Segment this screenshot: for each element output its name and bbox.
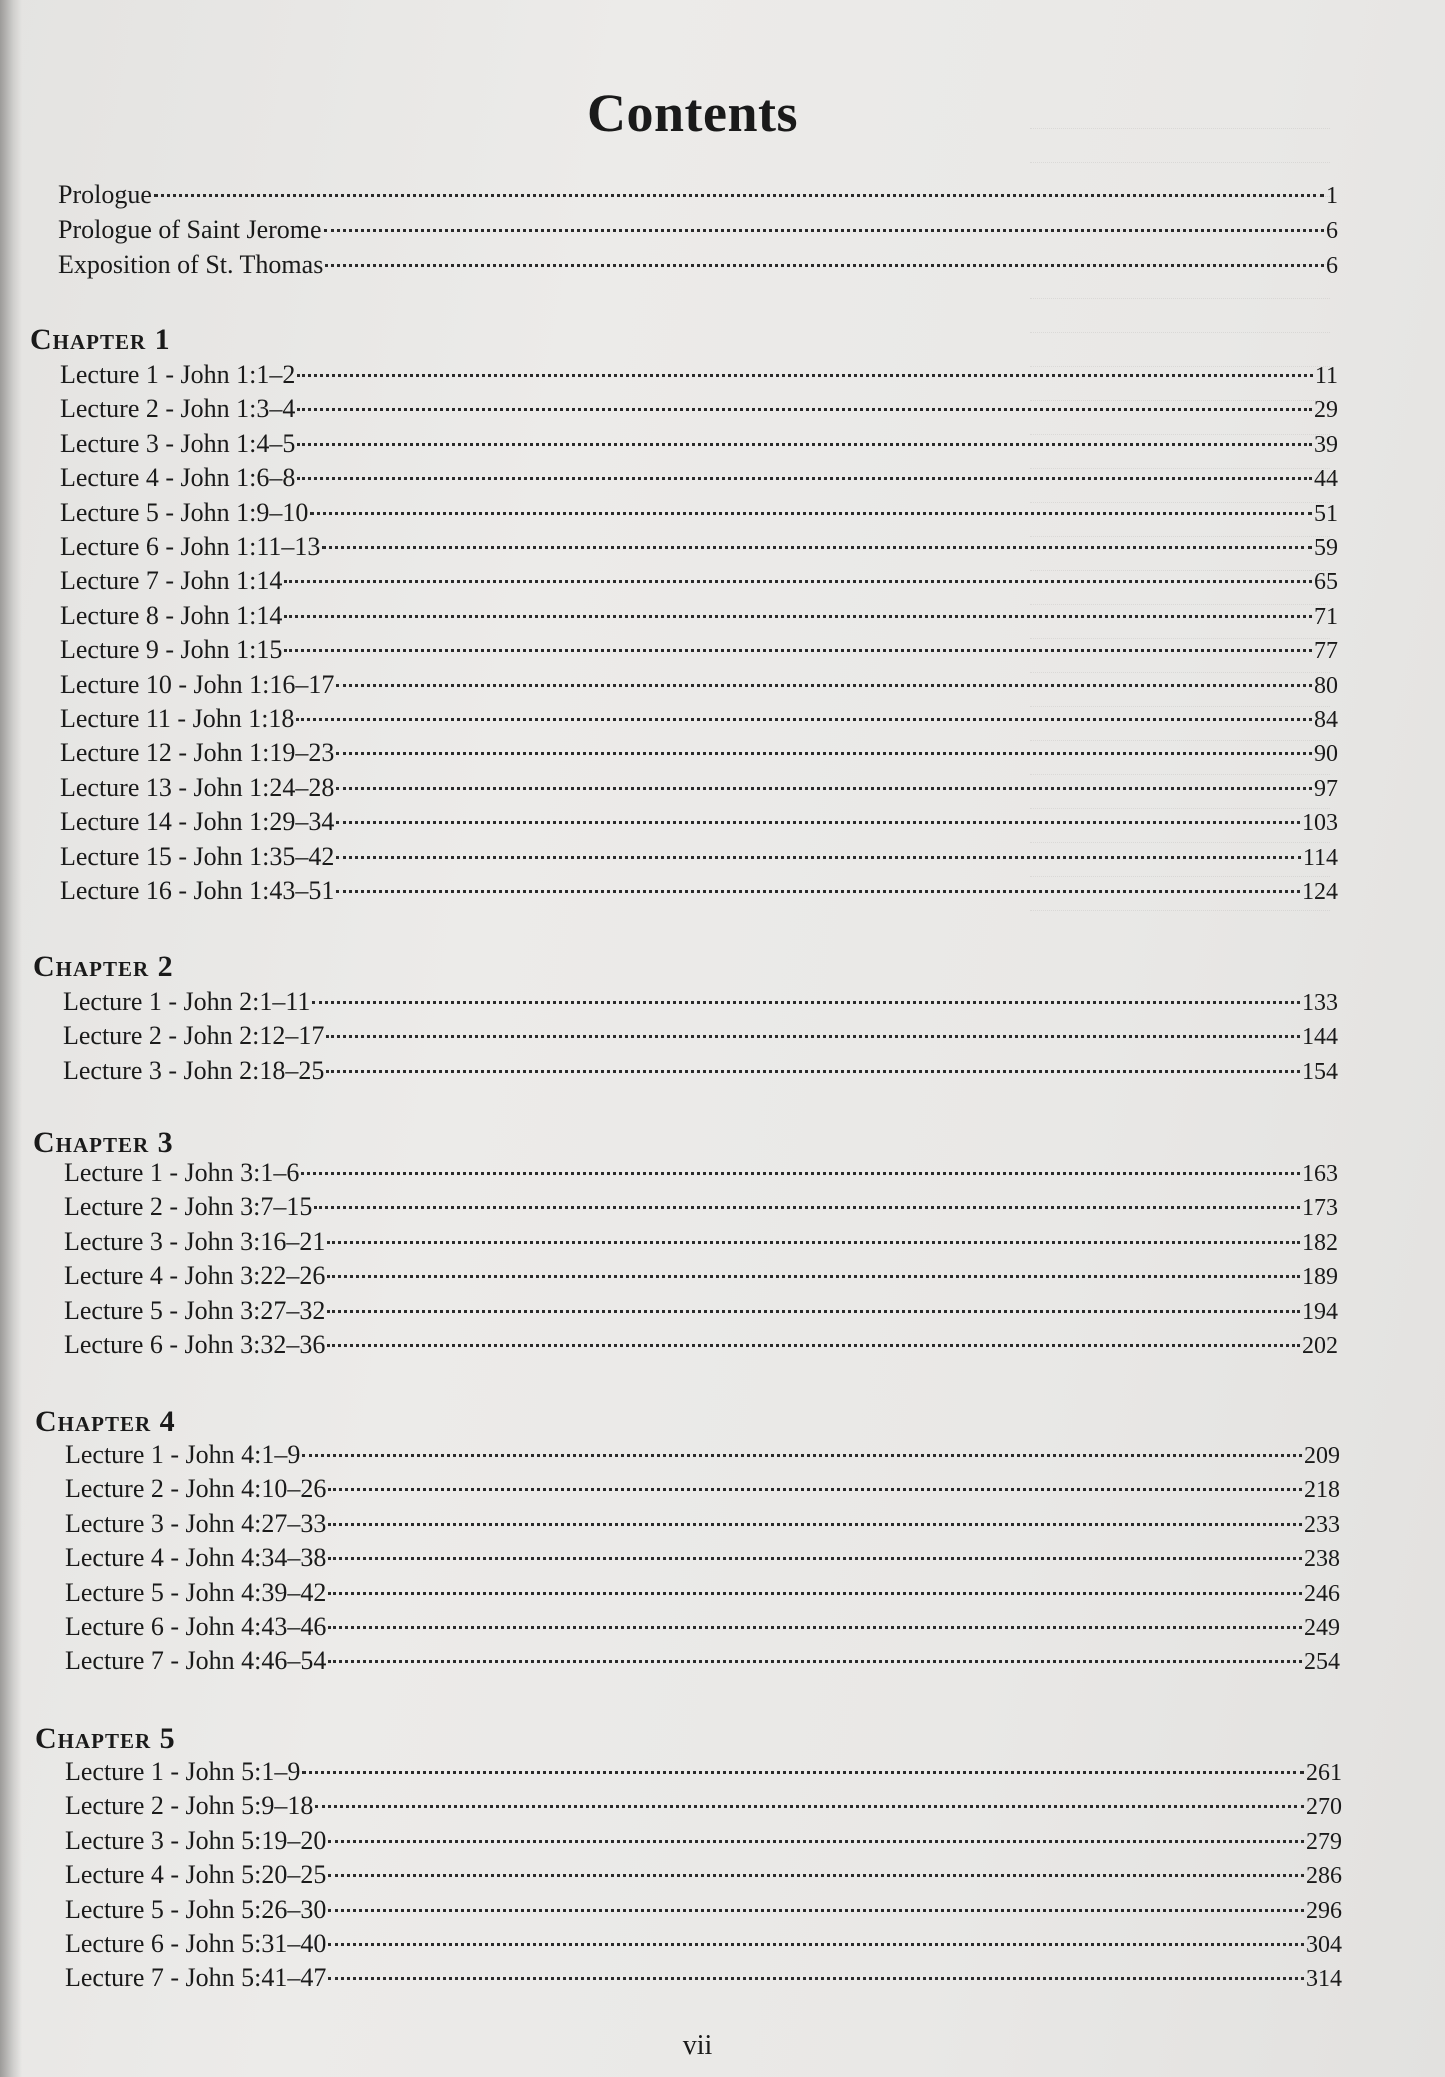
toc-entry-title: Lecture 2 - John 1:3–4 xyxy=(60,394,296,424)
toc-entry-page: 77 xyxy=(1314,638,1338,665)
toc-entry xyxy=(65,1438,1340,1472)
toc-entry-title: Lecture 3 - John 3:16–21 xyxy=(64,1226,326,1256)
toc-entry xyxy=(65,1858,1342,1892)
toc-entry-title: Lecture 4 - John 4:34–38 xyxy=(65,1543,327,1573)
toc-entry xyxy=(64,1259,1338,1293)
toc-entry-page: 233 xyxy=(1304,1511,1340,1538)
toc-entry xyxy=(60,702,1338,736)
toc-entry-title: Lecture 5 - John 4:39–42 xyxy=(65,1577,327,1607)
toc-entry-title: Lecture 5 - John 3:27–32 xyxy=(64,1295,326,1325)
toc-entry xyxy=(58,213,1338,247)
toc-entry-page: 279 xyxy=(1306,1828,1342,1855)
toc-entry-title: Lecture 1 - John 5:1–9 xyxy=(65,1757,301,1786)
toc-entry-page: 51 xyxy=(1314,500,1338,527)
dot-leader xyxy=(336,890,1300,893)
dot-leader xyxy=(328,1557,1302,1560)
toc-entry-page: 209 xyxy=(1304,1443,1340,1469)
toc-entry-page: 296 xyxy=(1306,1897,1342,1924)
page-title: Contents xyxy=(586,83,798,143)
toc-entry xyxy=(60,461,1338,495)
toc-entry-page: 249 xyxy=(1304,1615,1340,1641)
toc-entry-title: Lecture 1 - John 3:1–6 xyxy=(64,1158,300,1187)
dot-leader xyxy=(310,512,1312,515)
toc-entry-page: 71 xyxy=(1314,603,1338,630)
dot-leader xyxy=(328,1943,1304,1946)
toc-entry xyxy=(60,564,1338,598)
dot-leader xyxy=(297,374,1313,377)
toc-entry xyxy=(65,1893,1342,1927)
dot-leader xyxy=(154,194,1324,197)
spine-shadow xyxy=(0,0,22,2077)
toc-entry-page: 84 xyxy=(1314,707,1338,733)
toc-entry xyxy=(63,1054,1338,1088)
dot-leader xyxy=(328,1909,1304,1912)
toc-entry-title: Lecture 1 - John 4:1–9 xyxy=(65,1440,301,1469)
toc-entry-title: Lecture 2 - John 5:9–18 xyxy=(65,1791,314,1821)
dot-leader xyxy=(328,1592,1302,1595)
toc-entry-title: Lecture 5 - John 1:9–10 xyxy=(60,497,309,527)
toc-entry-page: 261 xyxy=(1306,1760,1342,1786)
toc-entry-title: Lecture 8 - John 1:14 xyxy=(60,600,283,630)
toc-entry xyxy=(65,1507,1340,1541)
dot-leader xyxy=(301,1172,1300,1175)
toc-entry xyxy=(64,1225,1338,1259)
toc-entry-page: 80 xyxy=(1314,672,1338,699)
toc-entry-title: Lecture 3 - John 1:4–5 xyxy=(60,428,296,458)
toc-entry xyxy=(60,874,1338,908)
toc-entry-title: Lecture 5 - John 5:26–30 xyxy=(65,1894,327,1924)
toc-entry-title: Lecture 2 - John 2:12–17 xyxy=(63,1021,325,1051)
toc-entry xyxy=(60,427,1338,461)
dot-leader xyxy=(322,546,1312,549)
toc-entry-title: Lecture 13 - John 1:24–28 xyxy=(60,772,335,802)
chapter-heading: Chapter 4 xyxy=(35,1405,176,1438)
toc-entry-title: Lecture 1 - John 1:1–2 xyxy=(60,360,296,389)
toc-entry-page: 254 xyxy=(1304,1649,1340,1676)
toc-entry xyxy=(65,1541,1340,1575)
dot-leader xyxy=(328,1874,1304,1877)
toc-entry-title: Lecture 10 - John 1:16–17 xyxy=(60,669,335,699)
toc-entry-title: Lecture 12 - John 1:19–23 xyxy=(60,738,335,768)
toc-entry-title: Lecture 3 - John 5:19–20 xyxy=(65,1825,327,1855)
toc-entry xyxy=(64,1328,1338,1362)
toc-entry xyxy=(60,392,1338,426)
toc-entry-title: Lecture 7 - John 5:41–47 xyxy=(65,1963,327,1993)
toc-entry-page: 59 xyxy=(1314,535,1338,561)
dot-leader xyxy=(327,1344,1300,1347)
toc-entry xyxy=(65,1789,1342,1823)
dot-leader xyxy=(302,1454,1302,1457)
dot-leader xyxy=(297,443,1312,446)
dot-leader xyxy=(325,264,1324,267)
toc-entry xyxy=(60,599,1338,633)
toc-entry-title: Lecture 7 - John 4:46–54 xyxy=(65,1646,327,1676)
toc-entry-title: Lecture 7 - John 1:14 xyxy=(60,566,283,596)
toc-entry xyxy=(58,248,1338,282)
chapter-heading: Chapter 3 xyxy=(33,1126,174,1159)
toc-entry-page: 133 xyxy=(1302,990,1338,1016)
toc-entry xyxy=(60,633,1338,667)
dot-leader xyxy=(326,1070,1300,1073)
toc-entry-page: 218 xyxy=(1304,1477,1340,1504)
toc-entry-title: Lecture 6 - John 1:11–13 xyxy=(60,532,321,561)
toc-entry-page: 270 xyxy=(1306,1794,1342,1821)
toc-entry-page: 1 xyxy=(1326,183,1338,209)
toc-entry xyxy=(64,1156,1338,1190)
dot-leader xyxy=(315,1805,1304,1808)
dot-leader xyxy=(312,1001,1300,1004)
toc-entry-page: 314 xyxy=(1306,1966,1342,1993)
toc-entry-page: 173 xyxy=(1302,1195,1338,1222)
toc-entry xyxy=(58,178,1338,212)
toc-entry-title: Lecture 6 - John 5:31–40 xyxy=(65,1929,327,1958)
toc-entry-page: 286 xyxy=(1306,1863,1342,1890)
chapter-heading: Chapter 5 xyxy=(35,1722,176,1755)
page-number: vii xyxy=(682,2030,713,2061)
toc-entry-title: Lecture 11 - John 1:18 xyxy=(60,704,295,733)
dot-leader xyxy=(284,580,1312,583)
toc-entry xyxy=(65,1755,1342,1789)
toc-entry xyxy=(60,736,1338,770)
toc-entry-title: Lecture 15 - John 1:35–42 xyxy=(60,841,335,871)
dot-leader xyxy=(336,752,1312,755)
toc-entry xyxy=(60,840,1338,874)
toc-entry xyxy=(60,668,1338,702)
toc-entry-title: Lecture 1 - John 2:1–11 xyxy=(63,987,311,1016)
toc-entry xyxy=(64,1294,1338,1328)
toc-entry-title: Lecture 6 - John 3:32–36 xyxy=(64,1330,326,1359)
toc-entry-title: Prologue of Saint Jerome xyxy=(58,215,322,244)
toc-entry-page: 144 xyxy=(1302,1024,1338,1051)
toc-entry xyxy=(65,1927,1342,1961)
toc-entry-title: Prologue xyxy=(58,180,152,209)
toc-entry xyxy=(65,1824,1342,1858)
dot-leader xyxy=(314,1206,1300,1209)
toc-entry-page: 182 xyxy=(1302,1229,1338,1256)
toc-entry-title: Lecture 16 - John 1:43–51 xyxy=(60,876,335,905)
toc-entry-page: 103 xyxy=(1302,810,1338,837)
dot-leader xyxy=(326,1035,1300,1038)
dot-leader xyxy=(328,1977,1304,1980)
dot-leader xyxy=(328,1488,1302,1491)
toc-entry-page: 11 xyxy=(1314,363,1338,389)
toc-entry-title: Lecture 6 - John 4:43–46 xyxy=(65,1612,327,1641)
dot-leader xyxy=(297,477,1312,480)
dot-leader xyxy=(327,1310,1300,1313)
chapter-heading: Chapter 2 xyxy=(33,950,174,983)
dot-leader xyxy=(327,1241,1300,1244)
dot-leader xyxy=(297,408,1312,411)
toc-entry-page: 238 xyxy=(1304,1546,1340,1573)
toc-entry-page: 189 xyxy=(1302,1264,1338,1291)
toc-entry xyxy=(64,1190,1338,1224)
toc-entry-page: 154 xyxy=(1302,1058,1338,1085)
toc-entry-title: Exposition of St. Thomas xyxy=(58,250,324,279)
toc-entry xyxy=(60,496,1338,530)
toc-entry xyxy=(65,1610,1340,1644)
dot-leader xyxy=(284,615,1312,618)
dot-leader xyxy=(296,718,1312,721)
dot-leader xyxy=(328,1523,1302,1526)
dot-leader xyxy=(302,1771,1304,1774)
toc-entry xyxy=(65,1576,1340,1610)
toc-entry xyxy=(65,1644,1340,1678)
toc-entry-page: 65 xyxy=(1314,569,1338,596)
toc-entry-title: Lecture 14 - John 1:29–34 xyxy=(60,807,335,837)
toc-entry xyxy=(60,358,1338,392)
toc-entry-title: Lecture 3 - John 4:27–33 xyxy=(65,1508,327,1538)
toc-entry-title: Lecture 9 - John 1:15 xyxy=(60,635,283,665)
toc-entry xyxy=(63,985,1338,1019)
toc-entry-page: 39 xyxy=(1314,431,1338,458)
toc-entry-title: Lecture 4 - John 3:22–26 xyxy=(64,1261,326,1291)
toc-entry-page: 114 xyxy=(1302,844,1338,871)
dot-leader xyxy=(336,787,1312,790)
dot-leader xyxy=(336,684,1312,687)
toc-entry-page: 304 xyxy=(1306,1932,1342,1958)
toc-entry xyxy=(60,530,1338,564)
toc-entry-title: Lecture 4 - John 5:20–25 xyxy=(65,1860,327,1890)
toc-entry xyxy=(65,1472,1340,1506)
dot-leader xyxy=(328,1840,1304,1843)
toc-entry-page: 6 xyxy=(1326,253,1338,279)
dot-leader xyxy=(284,649,1312,652)
toc-entry xyxy=(60,805,1338,839)
toc-entry-page: 163 xyxy=(1302,1161,1338,1187)
toc-entry-page: 194 xyxy=(1302,1298,1338,1325)
dot-leader xyxy=(327,1275,1300,1278)
toc-entry-page: 246 xyxy=(1304,1580,1340,1607)
toc-entry-title: Lecture 3 - John 2:18–25 xyxy=(63,1055,325,1085)
toc-entry-page: 124 xyxy=(1302,879,1338,905)
toc-entry-title: Lecture 4 - John 1:6–8 xyxy=(60,463,296,493)
dot-leader xyxy=(328,1626,1302,1629)
chapter-heading: Chapter 1 xyxy=(30,323,171,356)
dot-leader xyxy=(336,856,1301,859)
bleed-line xyxy=(1030,299,1330,333)
toc-entry-page: 44 xyxy=(1314,466,1338,493)
toc-entry xyxy=(60,771,1338,805)
dot-leader xyxy=(324,229,1324,232)
toc-entry xyxy=(63,1019,1338,1053)
toc-entry xyxy=(65,1961,1342,1995)
dot-leader xyxy=(328,1660,1302,1663)
dot-leader xyxy=(336,821,1300,824)
toc-entry-page: 6 xyxy=(1326,218,1338,244)
toc-entry-page: 29 xyxy=(1314,397,1338,424)
toc-entry-page: 202 xyxy=(1302,1333,1338,1359)
toc-entry-page: 90 xyxy=(1314,741,1338,768)
toc-entry-page: 97 xyxy=(1314,775,1338,802)
toc-entry-title: Lecture 2 - John 4:10–26 xyxy=(65,1474,327,1504)
toc-entry-title: Lecture 2 - John 3:7–15 xyxy=(64,1192,313,1222)
